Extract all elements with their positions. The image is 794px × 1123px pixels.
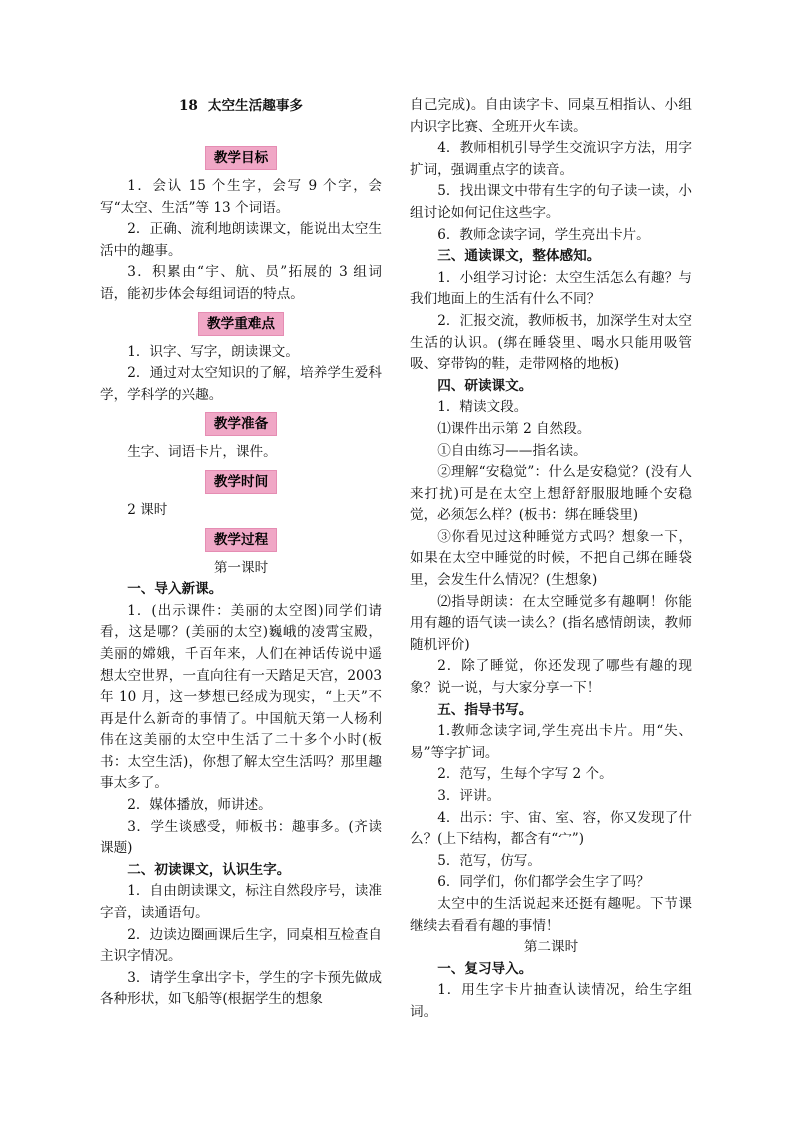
- lesson1-title: 第一课时: [213, 559, 269, 576]
- step-heading: 五、指导书写。: [437, 701, 533, 718]
- paragraph: 自己完成)。自由读字卡、同桌互相指认、小组内识字比赛、全班开火车读。: [410, 97, 692, 135]
- goal-item: 1．会认 15 个生字，会写 9 个字，会写“太空、生活”等 13 个词语。: [100, 178, 382, 216]
- paragraph: 4．出示：宇、宙、室、容，你又发现了什么？(上下结构，都含有“宀”): [410, 809, 692, 848]
- section-heading-prep: [100, 412, 382, 436]
- paragraph: 2．范写，生每个字写 2 个。: [437, 766, 613, 783]
- paragraph: ⑵指导朗读：在太空睡觉多有趣啊！你能用有趣的语气读一读么？(指名感情朗读，教师随机评价): [410, 593, 692, 653]
- section-heading-goals: [100, 146, 382, 170]
- paragraph: 2．汇报交流，教师板书，加深学生对太空生活的认识。(绑在睡袋里、喝水只能用吸管吸、穿带钩的鞋，走带网格的地板): [410, 312, 692, 373]
- lesson2-title: 第二课时: [523, 939, 579, 956]
- lesson-title: [100, 96, 382, 117]
- step-heading: 一、复习导入。: [437, 960, 533, 977]
- section-heading-process: [100, 528, 382, 552]
- paragraph: ③你看见过这种睡觉方式吗？想象一下，如果在太空中睡觉的时候，不把自己绑在睡袋里，会发生什么情况？(生想象): [410, 528, 692, 589]
- goals-badge: 教学目标: [205, 146, 277, 170]
- key-points-badge: 教学重难点: [198, 312, 284, 336]
- paragraph: 3．请学生拿出字卡，学生的字卡预先做成各种形状，如飞船等(根据学生的想象: [100, 969, 382, 1008]
- paragraph: ②理解“安稳觉”：什么是安稳觉？(没有人来打扰)可是在太空上想舒舒服服地睡个安稳觉，必须怎么样？(板书：绑在睡袋里): [410, 464, 692, 524]
- paragraph: 3．评讲。: [437, 788, 501, 804]
- paragraph: 1．(出示课件：美丽的太空图)同学们请看，这是哪？(美丽的太空)巍峨的凌霄宝殿，美丽的嫦娥，千百年来，人们在神话传说中遥想太空世界，一直向往有一天踏足天宫，2003 年 10 月，这一梦想已经成为现实，“上天”不再是什么新奇的事情了。中国航天第一人杨利伟在这美丽的太空中生活了二十多个小时(板书：太空生活)，你想了解太空生活吗？那里趣事太多了。: [100, 602, 382, 792]
- section-heading-time: [100, 470, 382, 494]
- left-column: [100, 96, 382, 1011]
- paragraph: 1．自由朗读课文，标注自然段序号，读准字音，读通语句。: [100, 883, 382, 922]
- lesson2-list: [410, 959, 692, 1024]
- prep-badge: 教学准备: [205, 412, 277, 436]
- step-heading: 三、通读课文，整体感知。: [437, 248, 601, 265]
- lesson-number: 18: [178, 98, 198, 114]
- paragraph: 3．学生谈感受，师板书：趣事多。(齐读课题): [100, 818, 382, 857]
- right-column: [410, 95, 692, 1024]
- goal-item: 2．正确、流利地朗读课文，能说出太空生活中的趣事。: [100, 221, 382, 259]
- paragraph: 2．媒体播放，师讲述。: [127, 797, 272, 814]
- goal-item: 3．积累由“宇、航、员”拓展的 3 组词语，能初步体会每组词语的特点。: [100, 264, 382, 302]
- section-heading-key-points: [100, 312, 382, 336]
- paragraph: 6．同学们，你们都学会生字了吗？: [437, 874, 650, 891]
- step-heading: 二、初读课文，认识生字。: [127, 861, 291, 878]
- step-heading: 四、研读课文。: [437, 377, 533, 394]
- paragraph: 5．范写，仿写。: [437, 852, 541, 869]
- paragraph: 4．教师相机引导学生交流识字方法，用字扩词，强调重点字的读音。: [410, 140, 692, 178]
- paragraph: 太空中的生活说起来还挺有趣呢。下节课继续去看看有趣的事情！: [410, 895, 692, 934]
- paragraph: 1.教师念读字词,学生亮出卡片。用“失、易”等字扩词。: [410, 723, 692, 761]
- right-process-list: [410, 95, 692, 937]
- key-point-item: 1．识字、写字，朗读课文。: [127, 343, 299, 360]
- key-point-item: 2．通过对太空知识的了解，培养学生爱科学，学科学的兴趣。: [100, 365, 382, 403]
- paragraph: 1．精读文段。: [437, 399, 528, 416]
- time-text: 2 课时: [127, 501, 168, 518]
- paragraph: 1．用生字卡片抽查认读情况，给生字组词。: [410, 982, 692, 1020]
- step-heading: 一、导入新课。: [127, 581, 223, 598]
- process-badge: 教学过程: [205, 528, 277, 552]
- prep-text: 生字、词语卡片，课件。: [127, 444, 277, 461]
- paragraph: 5．找出课文中带有生字的句子读一读，小组讨论如何记住这些字。: [410, 183, 692, 221]
- paragraph: ⑴课件出示第 2 自然段。: [437, 420, 591, 437]
- lesson-title-text: 太空生活趣事多: [207, 98, 304, 114]
- paragraph: 2．除了睡觉，你还发现了哪些有趣的现象？说一说，与大家分享一下！: [410, 658, 692, 697]
- left-process-list: [100, 579, 382, 1011]
- paragraph: ①自由练习——指名读。: [437, 442, 587, 459]
- time-badge: 教学时间: [205, 470, 277, 494]
- paragraph: 1．小组学习讨论：太空生活怎么有趣？与我们地面上的生活有什么不同？: [410, 269, 692, 308]
- paragraph: 6．教师念读字词，学生亮出卡片。: [437, 226, 650, 243]
- paragraph: 2．边读边圈画课后生字，同桌相互检查自主识字情况。: [100, 926, 382, 965]
